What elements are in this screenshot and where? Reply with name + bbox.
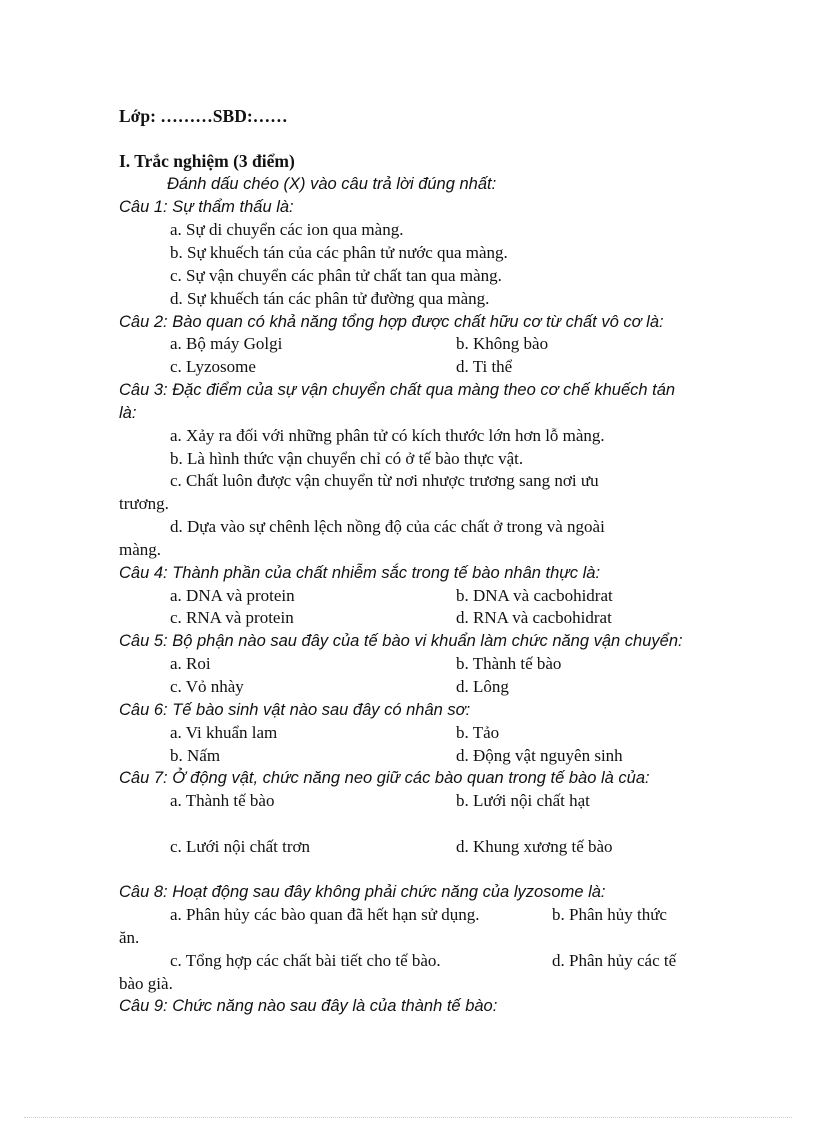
q6-option-d: d. Động vật nguyên sinh <box>456 746 623 765</box>
q2-option-c: c. Lyzosome <box>170 357 256 376</box>
instruction: Đánh dấu chéo (X) vào câu trả lời đúng nhất: <box>167 175 497 193</box>
q3-option-c: c. Chất luôn được vận chuyển từ nơi nhược trương sang nơi ưu <box>170 471 599 490</box>
q8-option-d-cont: bào già. <box>119 974 173 993</box>
q6-option-b: b. Tảo <box>456 723 500 742</box>
q7-option-b: b. Lưới nội chất hạt <box>456 791 590 810</box>
q6-option-a: a. Vi khuẩn lam <box>170 723 278 742</box>
question-6-stem: Câu 6: Tế bào sinh vật nào sau đây có nhân sơ: <box>119 701 471 719</box>
class-sbd-line: Lớp: ………SBD:…… <box>119 106 288 126</box>
q4-option-b: b. DNA và cacbohidrat <box>456 586 613 605</box>
q8-option-b: b. Phân hủy thức <box>552 905 667 924</box>
q4-option-c: c. RNA và protein <box>170 608 294 627</box>
question-5-stem: Câu 5: Bộ phận nào sau đây của tế bào vi khuẩn làm chức năng vận chuyển: <box>119 632 683 650</box>
q5-option-d: d. Lông <box>456 677 509 696</box>
section-title: I. Trắc nghiệm (3 điểm) <box>119 151 295 171</box>
q5-option-a: a. Roi <box>170 654 211 673</box>
q8-option-c: c. Tổng hợp các chất bài tiết cho tế bào. <box>170 951 441 970</box>
q4-option-d: d. RNA và cacbohidrat <box>456 608 612 627</box>
q3-option-b: b. Là hình thức vận chuyển chỉ có ở tế bào thực vật. <box>170 449 524 468</box>
q6-option-c: b. Nấm <box>170 746 221 765</box>
q2-option-a: a. Bộ máy Golgi <box>170 334 283 353</box>
question-4-stem: Câu 4: Thành phần của chất nhiễm sắc trong tế bào nhân thực là: <box>119 564 601 582</box>
q2-option-d: d. Ti thể <box>456 357 513 376</box>
page-bottom-rule <box>24 1117 792 1118</box>
question-2-stem: Câu 2: Bào quan có khả năng tổng hợp được chất hữu cơ từ chất vô cơ là: <box>119 313 664 331</box>
q3-option-d: d. Dựa vào sự chênh lệch nồng độ của các chất ở trong và ngoài <box>170 517 605 536</box>
q1-option-d: d. Sự khuếch tán các phân tử đường qua màng. <box>170 289 490 308</box>
q3-option-c-cont: trương. <box>119 494 169 513</box>
question-7-stem: Câu 7: Ở động vật, chức năng neo giữ các bào quan trong tế bào là của: <box>119 769 650 787</box>
q1-option-a: a. Sự di chuyển các ion qua màng. <box>170 220 404 239</box>
question-8-stem: Câu 8: Hoạt động sau đây không phải chức năng của lyzosome là: <box>119 883 606 901</box>
q5-option-b: b. Thành tế bào <box>456 654 562 673</box>
q8-option-a: a. Phân hủy các bào quan đã hết hạn sử dụng. <box>170 905 480 924</box>
q4-option-a: a. DNA và protein <box>170 586 295 605</box>
q7-option-d: d. Khung xương tế bào <box>456 837 613 856</box>
q7-option-c: c. Lưới nội chất trơn <box>170 837 311 856</box>
q7-option-a: a. Thành tế bào <box>170 791 275 810</box>
question-1-stem: Câu 1: Sự thẩm thấu là: <box>119 198 294 216</box>
q3-option-d-cont: màng. <box>119 540 162 559</box>
q1-option-c: c. Sự vận chuyển các phân tử chất tan qua màng. <box>170 266 502 285</box>
q3-option-a: a. Xảy ra đối với những phân tử có kích thước lớn hơn lỗ màng. <box>170 426 605 445</box>
q8-option-d: d. Phân hủy các tế <box>552 951 677 970</box>
q2-option-b: b. Không bào <box>456 334 549 353</box>
q5-option-c: c. Vỏ nhày <box>170 677 244 696</box>
q8-option-b-cont: ăn. <box>119 928 140 947</box>
q1-option-b: b. Sự khuếch tán của các phân tử nước qua màng. <box>170 243 508 262</box>
question-3-stem: Câu 3: Đặc điểm của sự vận chuyển chất qua màng theo cơ chế khuếch tán <box>119 381 676 399</box>
question-9-stem: Câu 9: Chức năng nào sau đây là của thành tế bào: <box>119 997 498 1015</box>
question-3-stem-cont: là: <box>119 404 137 422</box>
